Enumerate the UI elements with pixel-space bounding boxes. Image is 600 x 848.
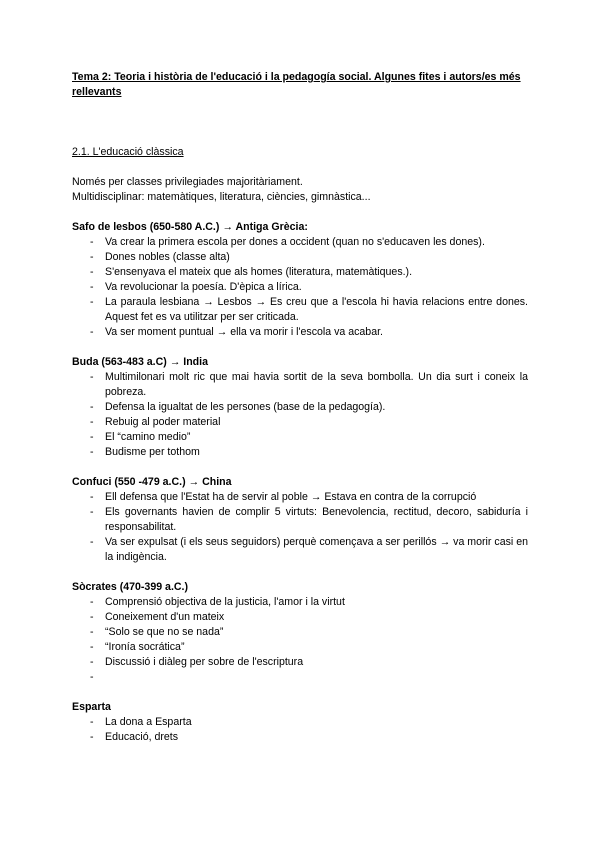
list-item: - El “camino medio” bbox=[72, 430, 528, 445]
list-item: - Coneixement d'un mateix bbox=[72, 610, 528, 625]
list-item: - Rebuig al poder material bbox=[72, 415, 528, 430]
bullet-list-buda bbox=[72, 370, 528, 460]
list-item: - S'ensenyava el mateix que als homes (literatura, matemàtiques.). bbox=[72, 265, 528, 280]
list-item: - La dona a Esparta bbox=[72, 715, 528, 730]
list-item: - Ell defensa que l'Estat ha de servir al poble → Estava en contra de la corrupció bbox=[72, 490, 528, 505]
list-item: - Va ser moment puntual → ella va morir i l'escola va acabar. bbox=[72, 325, 528, 340]
document-page bbox=[72, 70, 528, 745]
list-item: - “Solo se que no se nada” bbox=[72, 625, 528, 640]
bullet-list-confuci bbox=[72, 490, 528, 565]
list-item: - “Ironía socrática” bbox=[72, 640, 528, 655]
section-heading-confuci: Confuci (550 -479 a.C.) → China bbox=[72, 476, 232, 488]
list-item: - La paraula lesbiana → Lesbos → Es creu que a l'escola hi havia relacions entre dones. Aquest fet es va utilitzar per ser criticada. bbox=[72, 295, 528, 325]
list-item: - Dones nobles (classe alta) bbox=[72, 250, 528, 265]
list-item: - Va crear la primera escola per dones a occident (quan no s'educaven les dones). bbox=[72, 235, 528, 250]
list-item: - Va ser expulsat (i els seus seguidors) perquè començava a ser perillós → va morir casi en la indigència. bbox=[72, 535, 528, 565]
list-item: - Va revolucionar la poesía. D'èpica a lírica. bbox=[72, 280, 528, 295]
list-item: - Els governants havien de complir 5 virtuts: Benevolencia, rectitud, decoro, sabiduría i responsabilitat. bbox=[72, 505, 528, 535]
bullet-list-esparta bbox=[72, 715, 528, 745]
section-heading-safo: Safo de lesbos (650-580 A.C.) → Antiga Grècia: bbox=[72, 221, 308, 233]
bullet-list-safo bbox=[72, 235, 528, 340]
list-item: - Comprensió objectiva de la justicia, l'amor i la virtut bbox=[72, 595, 528, 610]
bullet-list-socrates bbox=[72, 595, 528, 685]
list-item: - Discussió i diàleg per sobre de l'escriptura bbox=[72, 655, 528, 670]
document-title: Tema 2: Teoria i història de l'educació i la pedagogía social. Algunes fites i autors/es més rellevants bbox=[72, 71, 521, 98]
section-heading-buda: Buda (563-483 a.C) → India bbox=[72, 356, 208, 368]
section-heading-socrates: Sòcrates (470-399 a.C.) bbox=[72, 581, 189, 593]
intro-line: Només per classes privilegiades majoritàriament. bbox=[72, 176, 303, 188]
list-item: - Budisme per tothom bbox=[72, 445, 528, 460]
list-item: - Defensa la igualtat de les persones (base de la pedagogía). bbox=[72, 400, 528, 415]
list-item-empty bbox=[72, 670, 528, 685]
intro-line: Multidisciplinar: matemàtiques, literatura, ciències, gimnàstica... bbox=[72, 191, 371, 203]
section-heading-esparta: Esparta bbox=[72, 701, 111, 713]
list-item: - Multimilonari molt ric que mai havia sortit de la seva bombolla. Un dia surt i coneix la pobreza. bbox=[72, 370, 528, 400]
list-item: - Educació, drets bbox=[72, 730, 528, 745]
intro-paragraph bbox=[72, 175, 528, 205]
section-subtitle: 2.1. L'educació clàssica bbox=[72, 146, 184, 158]
